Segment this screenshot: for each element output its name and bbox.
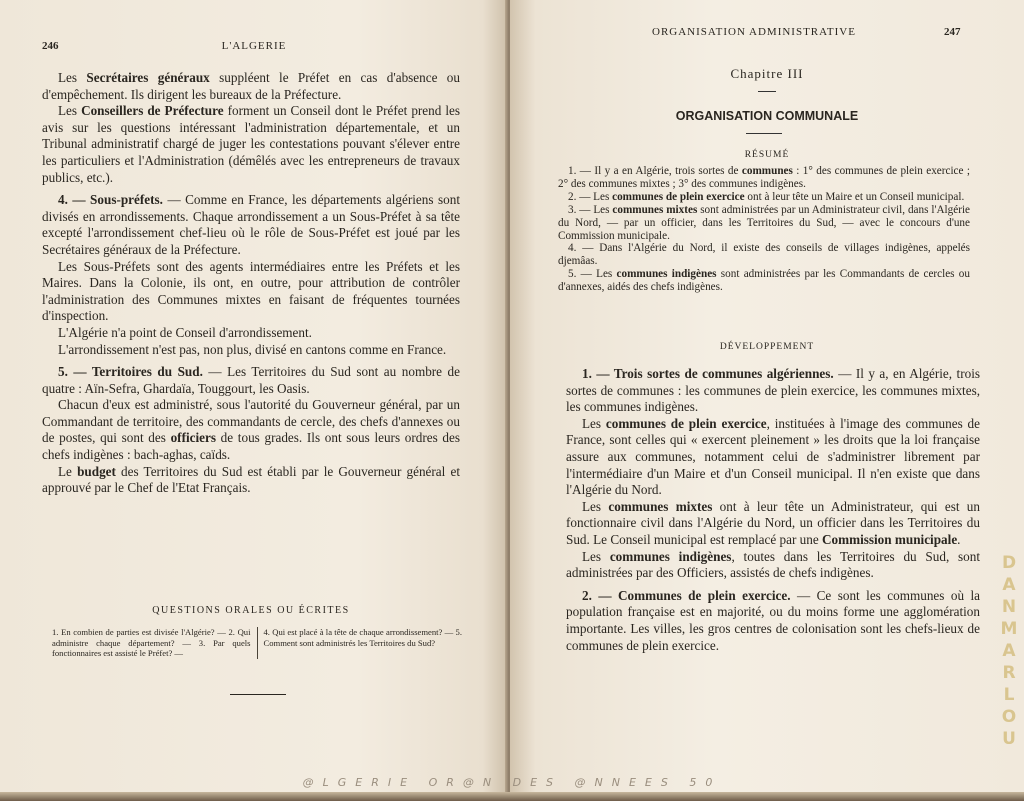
text-run: 5. — Les <box>568 268 617 281</box>
bold-term: communes indigènes <box>609 548 732 564</box>
stamp-letter: L <box>1003 685 1015 705</box>
questions-col-1: 1. En combien de parties est divisée l'Algérie? — 2. Qui administre chaque département? — 3. Par quels fonctionnaires est assisté le Préfet? — <box>52 627 251 659</box>
bold-term: Conseillers de Préfecture <box>81 103 224 119</box>
stamp-letter: U <box>1002 729 1016 749</box>
collector-stamp <box>1000 552 1018 750</box>
bold-term: communes indigènes <box>616 268 717 281</box>
paragraph <box>558 204 970 243</box>
right-page <box>510 0 1024 801</box>
column-divider <box>257 627 258 659</box>
text-run: 4. — Dans l'Algérie du Nord, il existe des conseils de villages indigènes, appelés djemâas. <box>558 242 970 268</box>
resume-heading: RÉSUMÉ <box>744 150 790 160</box>
questions-col-2: 4. Qui est placé à la tête de chaque arrondissement? — 5. Comment sont administrés les Territoires du Sud? <box>263 627 462 648</box>
paragraph <box>566 549 980 582</box>
bold-term: communes <box>741 165 793 177</box>
running-header: L'ALGERIE <box>221 40 287 52</box>
text-run: des Territoires du Sud est établi par le Gouverneur général et approuvé par le Chef de l'Etat Français. <box>42 463 460 496</box>
text-run: , toutes dans les Territoires du Sud, sont administrées par des Officiers, assistés de chefs indigènes. <box>566 548 981 581</box>
stamp-letter: O <box>1001 707 1017 727</box>
divider <box>746 133 782 134</box>
page-number: 246 <box>42 40 59 52</box>
bold-term: officiers <box>170 430 216 446</box>
stamp-letter: A <box>1002 641 1016 661</box>
stamp-letter: M <box>1000 619 1018 639</box>
text-run: — Les Territoires du Sud sont au nombre de quatre : Aïn-Sefra, Ghardaïa, Touggourt, les Oasis. <box>42 364 460 396</box>
text-run: L'arrondissement n'est pas, non plus, divisé en cantons comme en France. <box>58 341 447 357</box>
questions-title: QUESTIONS ORALES OU ÉCRITES <box>152 605 350 616</box>
resume-text <box>558 165 970 294</box>
bold-term: 5. — Territoires du Sud. <box>58 364 203 380</box>
text-run: , instituées à l'image des communes de France, sont celles qui « exercent pleinement » les droits que la loi française assure aux communes, notamment celui de s'administrer librement par l'intermédiaire d'un Maire et d'un Conseil municipal. Il n'en existe que dans l'Algérie du Nord. <box>566 415 980 498</box>
text-run: Les <box>582 498 609 514</box>
text-run: de tous grades. Ils ont sous leurs ordres des chefs indigènes : bach-aghas, caïds. <box>42 430 460 463</box>
paragraph <box>42 259 460 325</box>
text-run: Les <box>582 415 606 431</box>
text-run: Le <box>58 463 78 479</box>
bold-term: 1. — Trois sortes de communes algériennes. <box>582 366 834 381</box>
text-run: Les <box>582 548 610 564</box>
text-run: forment un Conseil dont le Préfet prend les avis sur les questions intéressant l'administration départementale, et un Tribunal administratif chargé de juger les contestations pouvant s'élever entre les particuliers et l'Administration (démêlés avec les entrepreneurs de travaux publics, etc.). <box>42 103 461 185</box>
text-run: Les Sous-Préfets sont des agents intermédiaires entre les Préfets et les Maires. Dans la Colonie, ils ont, en outre, pour attribution de contrôler l'administration des Communes mixtes en faisant de fréquentes tournées d'inspection. <box>42 258 460 324</box>
paragraph <box>42 325 460 342</box>
paragraph <box>42 464 460 497</box>
paragraph <box>558 268 970 294</box>
paragraph <box>558 242 970 268</box>
section-end-rule <box>230 694 286 695</box>
bold-term: communes de plein exercice <box>605 415 767 431</box>
right-body-text <box>566 366 980 654</box>
paragraph <box>42 192 460 258</box>
paragraph <box>566 416 980 499</box>
page-number: 247 <box>944 26 961 38</box>
text-run: L'Algérie n'a point de Conseil d'arrondissement. <box>58 324 312 340</box>
watermark: @LGERIE OR@N DES @NNEES 50 <box>302 776 722 789</box>
text-run: — Il y a, en Algérie, trois sortes de communes : les communes de plein exercice, les communes mixtes, les communes indigènes. <box>566 366 980 415</box>
divider <box>758 91 776 92</box>
text-run: suppléent le Préfet en cas d'absence ou d'empêchement. Ils dirigent les bureaux de la Préfecture. <box>42 70 460 102</box>
development-heading: DÉVELOPPEMENT <box>719 342 815 352</box>
paragraph <box>566 499 980 549</box>
text-run: — Comme en France, les départements algériens sont divisés en arrondissements. Chaque arrondissement a un Sous-Préfet à sa tête excepté l'arrondissement chef-lieu où le rôle de Sous-Préfet est joué par les Secrétaires généraux de la Préfecture. <box>42 192 460 257</box>
bold-term: budget <box>77 463 116 479</box>
paragraph <box>42 364 460 397</box>
paragraph <box>566 366 980 416</box>
bold-term: communes de plein exercice <box>612 190 745 203</box>
text-run: — Ce sont les communes où la population française est en majorité, ou du moins forme une agglomération importante. Les villes, les gros centres de colonisation sont les chefs-lieux de communes de plein exercice. <box>566 587 981 653</box>
stamp-letter: A <box>1002 575 1016 595</box>
text-run: 3. — Les <box>568 203 613 216</box>
chapter-title: ORGANISATION COMMUNALE <box>675 109 859 123</box>
text-run: Les <box>58 70 87 85</box>
paragraph <box>558 191 970 204</box>
text-run: sont administrées par un Administrateur civil, dans l'Algérie du Nord, — par un officier, dans les Territoires du Sud, — avec le concours d'une Commission municipale. <box>558 203 971 242</box>
bold-term: 2. — Communes de plein exercice. <box>582 587 791 603</box>
paragraph <box>558 165 970 191</box>
stamp-letter: D <box>1001 553 1017 573</box>
questions-columns <box>52 627 462 659</box>
bold-term: communes mixtes <box>612 203 698 216</box>
text-run: 1. — Il y a en Algérie, trois sortes de <box>568 165 742 177</box>
text-run: sont administrées par les Commandants de cercles ou d'annexes, aidés des chefs indigènes. <box>558 268 970 294</box>
text-run: ont à leur tête un Maire et un Conseil municipal. <box>744 190 965 203</box>
paragraph <box>42 397 460 463</box>
text-run: Chacun d'eux est administré, sous l'autorité du Gouverneur général, par un Commandant de territoire, des commandants de cercle, des chefs d'annexes ou de postes, qui sont des <box>42 397 460 446</box>
bold-term: communes mixtes <box>608 498 713 514</box>
text-run: ont à leur tête un Administrateur, qui est un fonctionnaire civil dans l'Algérie du Nord, un officier dans les Territoires du Sud. Le Conseil municipal est remplacé par une <box>566 498 980 547</box>
stamp-letter: R <box>1002 663 1016 683</box>
stamp-letter: N <box>1001 597 1017 617</box>
bold-term: Commission municipale <box>821 531 958 547</box>
paragraph <box>42 342 460 359</box>
text-run: . <box>957 531 961 547</box>
chapter-label: Chapitre III <box>730 66 804 81</box>
left-page <box>0 0 508 801</box>
bold-term: 4. — Sous-préfets. <box>58 192 163 208</box>
paragraph <box>42 103 460 186</box>
running-header: ORGANISATION ADMINISTRATIVE <box>652 26 856 38</box>
paragraph <box>42 70 460 103</box>
text-run: : 1° des communes de plein exercice ; 2° des communes mixtes ; 3° des communes indigènes. <box>558 165 970 190</box>
book-edge <box>0 792 1024 801</box>
text-run: 2. — Les <box>568 190 613 203</box>
bold-term: Secrétaires généraux <box>86 70 210 85</box>
left-body-text <box>42 70 460 497</box>
text-run: Les <box>58 103 82 119</box>
paragraph <box>566 588 980 654</box>
